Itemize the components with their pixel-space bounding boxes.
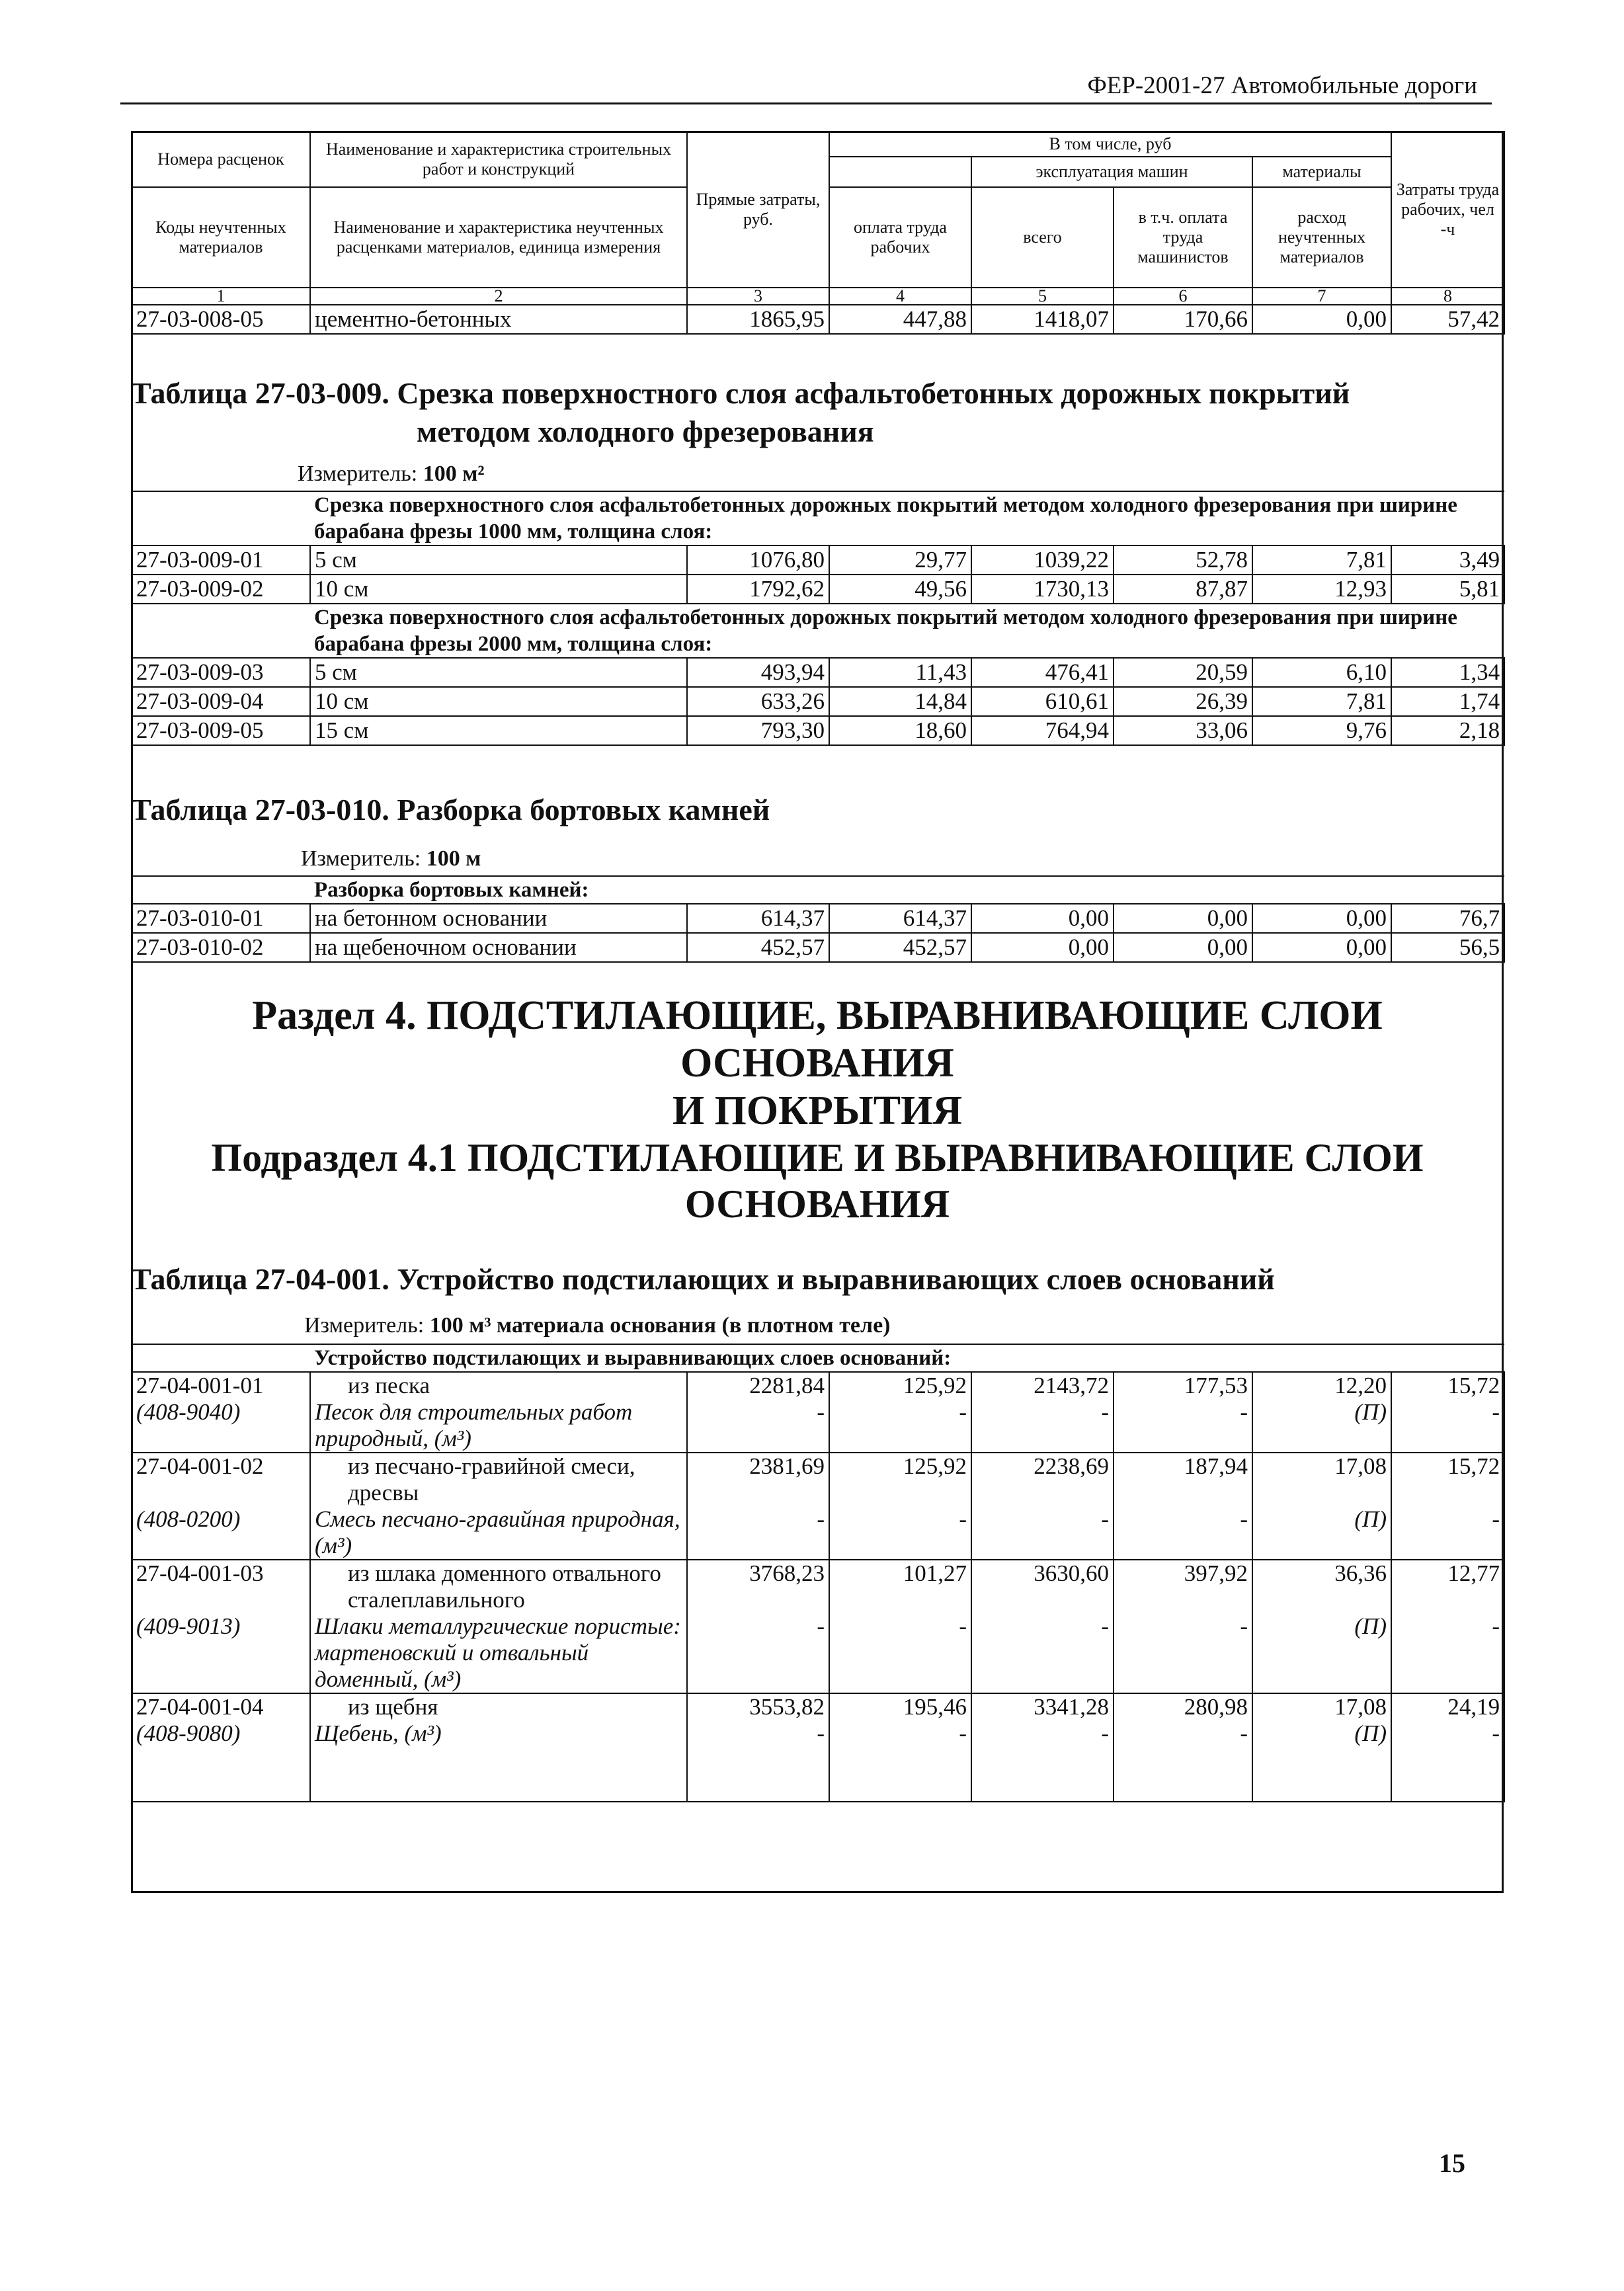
col-machines-label: эксплуатация машин [972,157,1253,186]
value-cell: 125,92 [903,1453,967,1479]
value-cell: 33,06 [1114,716,1252,745]
rate-name: 5 см [310,545,687,575]
rate-code: 27-04-001-04 [136,1694,264,1720]
value-cell: 49,56 [829,575,971,604]
rate-code: 27-04-001-03 [136,1560,264,1586]
material-value-cell: (П) [1354,1720,1387,1746]
value-cell: 0,00 [1114,933,1252,962]
value-cell: 5,81 [1391,575,1504,604]
table-measure [301,846,481,871]
value-cell: 1076,80 [687,545,829,575]
value-cell: 101,27 [903,1560,967,1586]
material-value-cell: - [959,1506,967,1532]
value-cell: 170,66 [1114,305,1252,334]
table-row [132,545,1504,575]
table-measure [298,462,485,487]
subsection-heading-line: Подраздел 4.1 ПОДСТИЛАЮЩИЕ И ВЫРАВНИВАЮЩИЕ СЛОИ [211,1136,1424,1180]
table-27-04-001 [131,1344,1504,1802]
value-cell: 3,49 [1391,545,1504,575]
rate-name-cell [310,1560,687,1693]
value-cell: 0,00 [1114,904,1252,933]
value-cell: 12,93 [1252,575,1391,604]
value-cell: 17,08 [1334,1453,1387,1479]
measure-label: Измеритель: [301,846,421,871]
section-heading-line: Раздел 4. ПОДСТИЛАЮЩИЕ, ВЫРАВНИВАЮЩИЕ СЛОИ ОСНОВАНИЯ [252,993,1383,1086]
section-heading-line: И ПОКРЫТИЯ [672,1088,963,1133]
value-cell: 57,42 [1391,305,1504,334]
table-row [132,716,1504,745]
col-num: 2 [310,288,687,305]
rate-code: 27-03-009-03 [132,658,310,687]
col-num: 7 [1252,288,1391,305]
value-cell: 3341,28 [1034,1694,1109,1720]
rate-code: 27-03-009-02 [132,575,310,604]
value-cell: 447,88 [829,305,971,334]
value-cell: 12,20 [1334,1373,1387,1398]
value-cell: 1418,07 [971,305,1114,334]
table-row [132,658,1504,687]
value-cell: 7,81 [1252,545,1391,575]
rate-name: на щебеночном основании [310,933,687,962]
table-row [132,305,1504,334]
table-measure [304,1313,891,1338]
material-value-cell: - [959,1613,967,1639]
material-name: Шлаки металлургические пористые: мартеновский и отвальный доменный, (м³) [315,1613,681,1692]
value-cell: 17,08 [1334,1694,1387,1720]
table-row [132,575,1504,604]
col-material-code-header: Коды неучтенных материалов [132,187,310,288]
material-value-cell: (П) [1354,1613,1387,1639]
table-27-03-010 [131,875,1504,963]
value-cell: 177,53 [1184,1373,1248,1398]
value-cell: 633,26 [687,687,829,716]
col-material-name-header: Наименование и характеристика неучтенных расценками материалов, единица измерения [310,187,687,288]
col-num: 1 [132,288,310,305]
value-cell: 11,43 [829,658,971,687]
value-cell: 1,34 [1391,658,1504,687]
rate-code: 27-03-010-02 [132,933,310,962]
measure-value: 100 м [426,846,481,871]
material-value-cell: - [959,1399,967,1425]
value-cell: 87,87 [1114,575,1252,604]
value-cell: 14,84 [829,687,971,716]
rate-name: 15 см [310,716,687,745]
rate-code-cell [132,1693,310,1802]
rate-name: из щебня [348,1694,438,1720]
col-operator-wage-header: в т.ч. оплата труда машинистов [1114,187,1252,288]
value-cell: 280,98 [1184,1694,1248,1720]
rate-name: цементно-бетонных [310,305,687,334]
material-code: (408-9040) [136,1399,241,1425]
col-num: 6 [1114,288,1252,305]
rate-code: 27-03-010-01 [132,904,310,933]
value-cell: 0,00 [971,933,1114,962]
rate-code: 27-03-009-04 [132,687,310,716]
measure-label: Измеритель: [298,462,418,486]
table-27-03-009 [131,491,1504,746]
column-header-block [131,131,1504,335]
col-num: 4 [829,288,971,305]
rate-name: 5 см [310,658,687,687]
section-heading [131,992,1504,1135]
value-cell: 2238,69 [1034,1453,1109,1479]
value-cell: 397,92 [1184,1560,1248,1586]
material-value-cell: - [1101,1720,1109,1746]
rate-code: 27-03-008-05 [132,305,310,334]
value-cell: 187,94 [1184,1453,1248,1479]
material-value-cell: - [1492,1613,1500,1639]
table-row [132,687,1504,716]
material-value-cell: - [817,1399,825,1425]
value-cell: 614,37 [829,904,971,933]
value-cell: 3553,82 [749,1694,825,1720]
rate-name: 10 см [310,575,687,604]
rate-name: на бетонном основании [310,904,687,933]
rate-code-cell [132,1453,310,1560]
value-cell: 56,5 [1391,933,1504,962]
value-cell: 76,7 [1391,904,1504,933]
rate-code-cell [132,1560,310,1693]
value-cell: 18,60 [829,716,971,745]
table-title: Таблица 27-03-009. Срезка поверхностного слоя асфальтобетонных дорожных покрытий [131,376,1350,410]
material-value-cell: - [817,1613,825,1639]
value-cell: 15,72 [1447,1373,1500,1398]
table-row [132,933,1504,962]
value-cell: 0,00 [1252,305,1391,334]
value-cell: 1730,13 [971,575,1114,604]
measure-label: Измеритель: [304,1313,425,1338]
rate-name: из шлака доменного отвального сталеплавильного [348,1560,661,1613]
table-row [132,1693,1504,1802]
material-value-cell: - [1240,1613,1248,1639]
group-heading: Срезка поверхностного слоя асфальтобетонных дорожных покрытий методом холодного фрезерования при ширине барабана фрезы 2000 мм, толщина слоя: [310,604,1504,658]
table-row [132,904,1504,933]
page-number: 15 [1439,2148,1465,2178]
col-material-consumption-header: расход неучтенных материалов [1252,187,1391,288]
value-cell: 764,94 [971,716,1114,745]
col-code-header: Номера расценок [132,132,310,187]
value-cell: 3630,60 [1034,1560,1109,1586]
table-title-cont: методом холодного фрезерования [417,415,874,448]
material-value-cell: - [1101,1613,1109,1639]
column-number-row [132,288,1504,305]
material-value-cell: - [1492,1506,1500,1532]
value-cell: 9,76 [1252,716,1391,745]
rate-name: 10 см [310,687,687,716]
value-cell: 1,74 [1391,687,1504,716]
value-cell: 29,77 [829,545,971,575]
material-name: Песок для строительных работ природный, (м³) [315,1399,633,1451]
value-cell: 793,30 [687,716,829,745]
value-cell: 3768,23 [749,1560,825,1586]
material-code: (408-0200) [136,1506,241,1532]
material-value-cell: - [1492,1720,1500,1746]
table-row [132,1560,1504,1693]
measure-value: 100 м³ материала основания (в плотном теле) [429,1313,891,1338]
value-cell: 6,10 [1252,658,1391,687]
col-num: 3 [687,288,829,305]
material-name: Щебень, (м³) [315,1720,442,1746]
value-cell: 24,19 [1447,1694,1500,1720]
value-cell: 0,00 [1252,904,1391,933]
value-cell: 36,36 [1334,1560,1387,1586]
value-cell: 125,92 [903,1373,967,1398]
material-value-cell: - [1240,1720,1248,1746]
rate-name-cell [310,1693,687,1802]
material-value-cell: - [1240,1399,1248,1425]
group-heading: Устройство подстилающих и выравнивающих слоев оснований: [310,1344,1504,1372]
column-header-table [131,131,1505,335]
value-cell: 52,78 [1114,545,1252,575]
rate-name: из песка [348,1373,430,1398]
value-cell: 195,46 [903,1694,967,1720]
rate-code-cell [132,1372,310,1453]
table-title: Таблица 27-03-010. Разборка бортовых камней [131,793,770,826]
table-row [132,1372,1504,1453]
value-cell: 2143,72 [1034,1373,1109,1398]
col-incl-label: В том числе, руб [830,132,1391,157]
rate-name-cell [310,1372,687,1453]
col-num: 5 [971,288,1114,305]
col-num: 8 [1391,288,1504,305]
subsection-heading [131,1135,1504,1227]
value-cell: 614,37 [687,904,829,933]
value-cell: 12,77 [1447,1560,1500,1586]
material-value-cell: - [1240,1506,1248,1532]
material-code: (408-9080) [136,1720,241,1746]
material-value-cell: - [1101,1506,1109,1532]
value-cell: 7,81 [1252,687,1391,716]
value-cell: 1865,95 [687,305,829,334]
rate-name: из песчано-гравийной смеси, дресвы [348,1453,635,1506]
value-cell: 610,61 [971,687,1114,716]
material-value-cell: - [959,1720,967,1746]
col-wage-header: оплата труда рабочих [829,187,971,288]
material-value-cell: - [1101,1399,1109,1425]
value-cell: 0,00 [971,904,1114,933]
running-header: ФЕР-2001-27 Автомобильные дороги [1087,72,1477,99]
value-cell: 15,72 [1447,1453,1500,1479]
header-rule [120,102,1492,104]
col-machines-total-header: всего [971,187,1114,288]
material-value-cell: (П) [1354,1399,1387,1425]
col-incl-group [829,132,1391,187]
group-heading: Срезка поверхностного слоя асфальтобетонных дорожных покрытий методом холодного фрезерования при ширине барабана фрезы 1000 мм, толщина слоя: [310,491,1504,545]
rate-code: 27-03-009-05 [132,716,310,745]
col-materials-label: материалы [1282,162,1361,181]
value-cell: 0,00 [1252,933,1391,962]
rate-code: 27-03-009-01 [132,545,310,575]
col-direct-costs-header: Прямые затраты, руб. [687,132,829,288]
value-cell: 20,59 [1114,658,1252,687]
material-code: (409-9013) [136,1613,241,1639]
value-cell: 1792,62 [687,575,829,604]
table-title: Таблица 27-04-001. Устройство подстилающих и выравнивающих слоев оснований [131,1262,1275,1296]
group-heading: Разборка бортовых камней: [310,876,1504,904]
subsection-heading-line: ОСНОВАНИЯ [684,1182,950,1226]
material-value-cell: - [817,1506,825,1532]
value-cell: 2281,84 [749,1373,825,1398]
table-row [132,1453,1504,1560]
material-value-cell: - [817,1720,825,1746]
rate-code: 27-04-001-01 [136,1373,264,1398]
value-cell: 493,94 [687,658,829,687]
measure-value: 100 м² [423,462,485,486]
value-cell: 476,41 [971,658,1114,687]
material-name: Смесь песчано-гравийная природная, (м³) [315,1506,680,1558]
col-name-header: Наименование и характеристика строительных работ и конструкций [310,132,687,187]
value-cell: 26,39 [1114,687,1252,716]
col-labor-header: Затраты труда рабочих, чел -ч [1391,132,1504,288]
material-value-cell: - [1492,1399,1500,1425]
value-cell: 2381,69 [749,1453,825,1479]
rate-name-cell [310,1453,687,1560]
value-cell: 452,57 [687,933,829,962]
material-value-cell: (П) [1354,1506,1387,1532]
value-cell: 452,57 [829,933,971,962]
rate-code: 27-04-001-02 [136,1453,264,1479]
value-cell: 1039,22 [971,545,1114,575]
value-cell: 2,18 [1391,716,1504,745]
